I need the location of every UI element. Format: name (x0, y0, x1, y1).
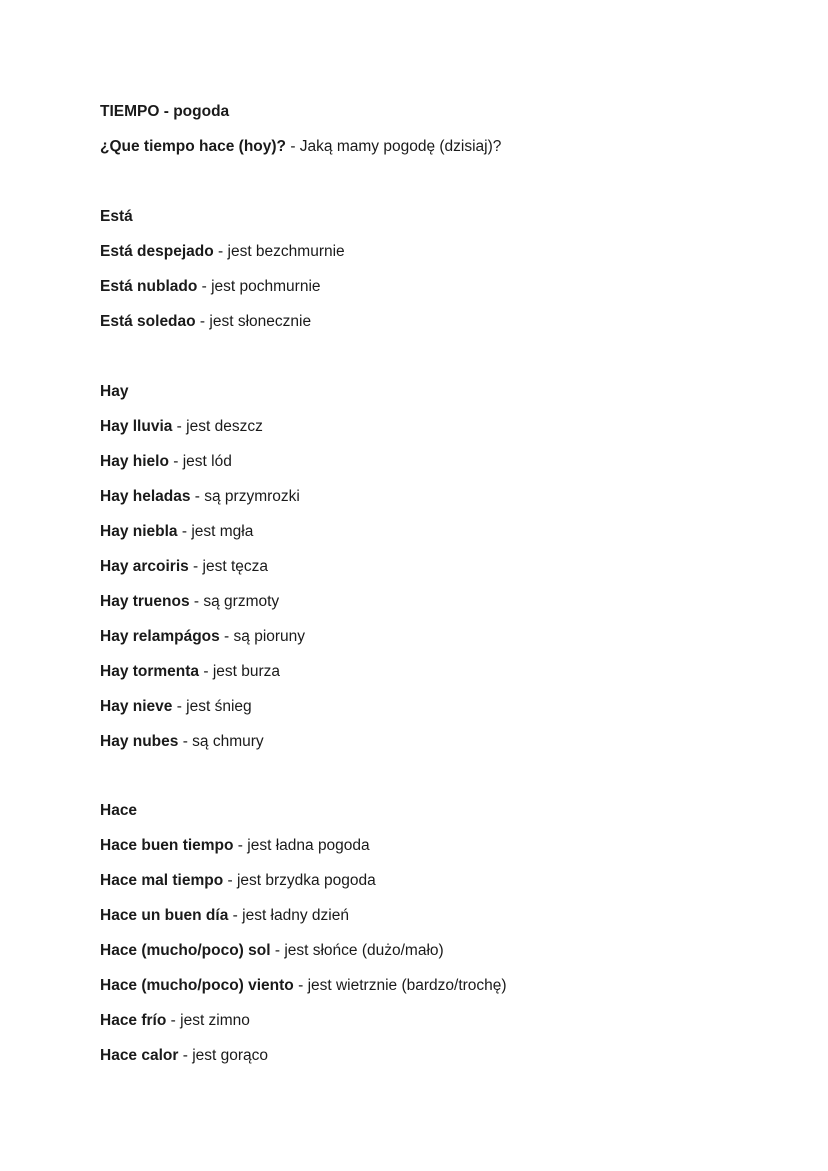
list-item: Hace buen tiempo - jest ładna pogoda (100, 837, 370, 854)
list-item: Hace un buen día - jest ładny dzień (100, 907, 349, 924)
translation: jest brzydka pogoda (236, 872, 376, 889)
translation: są grzmoty (203, 593, 280, 610)
question-spanish: ¿Que tiempo hace (hoy)? (100, 138, 287, 155)
list-item: Hay relampágos - są pioruny (100, 628, 306, 645)
term: Hace un buen día (100, 907, 229, 924)
section-heading-esta: Está (100, 208, 133, 225)
term: Hace frío (100, 1012, 167, 1029)
translation: jest lód (182, 453, 232, 470)
list-item: Hace mal tiempo - jest brzydka pogoda (100, 872, 376, 889)
document-title (100, 102, 229, 122)
term: Hay nubes (100, 733, 179, 750)
list-item: Hay nieve - jest śnieg (100, 698, 252, 715)
list-item: Hay nubes - są chmury (100, 733, 264, 750)
question-polish: Jaką mamy pogodę (dzisiaj)? (299, 138, 502, 155)
term: Hay lluvia (100, 418, 173, 435)
list-item: Hay tormenta - jest burza (100, 663, 281, 680)
term: Hay heladas (100, 488, 191, 505)
translation: jest bezchmurnie (227, 243, 345, 260)
term: Hay arcoiris (100, 558, 189, 575)
list-item: Hace (mucho/poco) viento - jest wietrznie (bardzo/trochę) (100, 977, 507, 994)
term: Hace buen tiempo (100, 837, 234, 854)
term: Está nublado (100, 278, 198, 295)
term: Hay hielo (100, 453, 169, 470)
separator: - (286, 138, 300, 155)
translation: są pioruny (233, 628, 306, 645)
translation: jest deszcz (186, 418, 263, 435)
list-item: Hay lluvia - jest deszcz (100, 418, 263, 435)
term: Hay nieve (100, 698, 173, 715)
list-item: Hay truenos - są grzmoty (100, 593, 280, 610)
term: Hay relampágos (100, 628, 220, 645)
term: Hay tormenta (100, 663, 200, 680)
translation: jest mgła (191, 523, 254, 540)
translation: jest pochmurnie (211, 278, 321, 295)
section-heading-hay: Hay (100, 383, 129, 400)
translation: są przymrozki (204, 488, 300, 505)
translation: jest tęcza (202, 558, 269, 575)
term: Hay truenos (100, 593, 190, 610)
translation: jest słońce (dużo/mało) (284, 942, 444, 959)
section-heading-hace: Hace (100, 802, 138, 819)
term: Hay niebla (100, 523, 178, 540)
term: Está soledao (100, 313, 196, 330)
list-item: Hay heladas - są przymrozki (100, 488, 300, 505)
translation: jest burza (212, 663, 281, 680)
translation: jest ładna pogoda (247, 837, 370, 854)
list-item: Hace calor - jest gorąco (100, 1047, 269, 1064)
title-text: TIEMPO - pogoda (100, 103, 230, 120)
translation: jest zimno (180, 1012, 250, 1029)
list-item: Está soledao - jest słonecznie (100, 313, 312, 330)
list-item: Está nublado - jest pochmurnie (100, 278, 321, 295)
term: Hace calor (100, 1047, 179, 1064)
question-line (100, 137, 501, 157)
translation: jest słonecznie (209, 313, 312, 330)
list-item: Hace (mucho/poco) sol - jest słońce (dużo/mało) (100, 942, 444, 959)
translation: są chmury (192, 733, 264, 750)
translation: jest śnieg (186, 698, 252, 715)
term: Hace (mucho/poco) sol (100, 942, 271, 959)
translation: jest ładny dzień (242, 907, 349, 924)
list-item: Hay hielo - jest lód (100, 453, 232, 470)
list-item: Hay arcoiris - jest tęcza (100, 558, 269, 575)
list-item: Está despejado - jest bezchmurnie (100, 243, 345, 260)
term: Hace mal tiempo (100, 872, 224, 889)
list-item: Hay niebla - jest mgła (100, 523, 254, 540)
translation: jest wietrznie (bardzo/trochę) (307, 977, 507, 994)
term: Está despejado (100, 243, 214, 260)
list-item: Hace frío - jest zimno (100, 1012, 250, 1029)
translation: jest gorąco (192, 1047, 269, 1064)
term: Hace (mucho/poco) viento (100, 977, 294, 994)
